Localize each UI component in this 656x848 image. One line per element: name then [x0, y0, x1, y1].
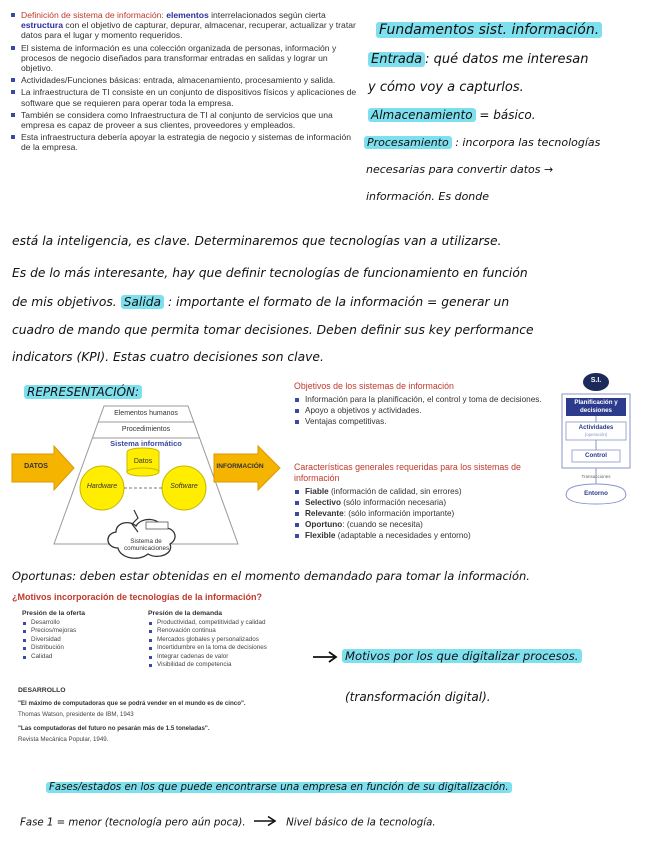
bottom-arrow-icon [253, 815, 279, 830]
layer-sistema-informatico: Sistema informático [110, 439, 182, 448]
desarrollo-title: DESARROLLO [18, 687, 66, 694]
notes-right-line6: información. Es donde [366, 190, 490, 203]
motivos-note-line1: Motivos por los que digitalizar procesos. [342, 649, 582, 663]
demanda-column [148, 610, 318, 669]
si-actividades-sub: (operación) [584, 432, 608, 437]
notes-right-line1: Entrada : qué datos me interesan [368, 52, 588, 67]
notes-middle-line2: Es de lo más interesante, hay que definir tecnologías de funcionamiento en función [12, 266, 528, 280]
definition-elementos: elementos [166, 10, 209, 20]
si-badge-label: S.I. [590, 377, 602, 384]
oportunas-note: Oportunas: deben estar obtenidas en el momento demandado para tomar la información. [12, 569, 530, 583]
definition-lead: Definición de sistema de información: [21, 10, 167, 20]
notes-right-title: Fundamentos sist. información. [376, 22, 602, 38]
datos-cylinder-label: Datos [133, 458, 153, 465]
diagram-heading: REPRESENTACIÓN: [24, 385, 142, 399]
demanda-list [148, 619, 318, 669]
oferta-item: Precios/mejoras [22, 627, 132, 635]
bullet-services: También se considera como Infraestructura de TI al conjunto de servicios que una empresa es capaz de proveer a sus clientes, proveedores y empleados. [10, 110, 360, 130]
characteristics-block [294, 462, 544, 541]
notes-right-line5: necesarias para convertir datos → [366, 163, 554, 176]
demanda-item: Visibilidad de competencia [148, 661, 318, 669]
motivos-arrow-icon [312, 650, 340, 669]
bullet-strategy: Esta infraestructura debería apoyar la estrategia de negocio y sistemas de información de la empresa. [10, 132, 360, 152]
oferta-item: Diversidad [22, 636, 132, 644]
definition-tail: con el objetivo de capturar, depurar, almacenar, recuperar, actualizar y tratar datos para el lugar y momento requeridos. [21, 20, 356, 41]
notes-middle-line1: está la inteligencia, es clave. Determinaremos que tecnologías van a utilizarse. [12, 234, 502, 248]
bottom-note-line2: Fase 1 = menor (tecnología pero aún poca). Nivel básico de la tecnología. [20, 815, 436, 830]
notes-right-line3: Almacenamiento = básico. [368, 108, 536, 122]
si-entorno: Entorno [584, 490, 608, 497]
objectives-block [294, 381, 544, 427]
si-control: Control [585, 452, 607, 459]
layer-procedimientos: Procedimientos [121, 426, 171, 433]
notes-middle-line5: indicators (KPI). Estas cuatro decisiones son clave. [12, 350, 324, 364]
informacion-arrow-label: INFORMACIÓN [216, 463, 264, 470]
motivos-title: ¿Motivos incorporación de tecnologías de la información? [12, 592, 263, 602]
demanda-item: Renovación continua [148, 627, 318, 635]
desarrollo-block [18, 687, 328, 743]
layer-humanos: Elementos humanos [114, 410, 178, 417]
si-representation-diagram [10, 398, 282, 566]
oferta-column [22, 610, 132, 661]
si-mini-diagram [554, 372, 638, 512]
characteristic-item: Fiable (información de calidad, sin errores) [294, 486, 544, 497]
quote-watson-author: Thomas Watson, presidente de IBM, 1943 [18, 711, 134, 718]
notes-right-line4: Procesamiento : incorpora las tecnologías [364, 136, 600, 149]
software-label: Software [170, 483, 198, 490]
motivos-block [12, 592, 322, 669]
characteristic-item: Oportuno: (cuando se necesita) [294, 519, 544, 530]
si-actividades: Actividades [578, 424, 614, 431]
demanda-item: Integrar cadenas de valor [148, 653, 318, 661]
characteristic-item: Selectivo (sólo información necesaria) [294, 497, 544, 508]
oferta-item: Calidad [22, 653, 132, 661]
objectives-list [294, 394, 544, 427]
quote-mecanica-author: Revista Mecánica Popular, 1949. [18, 736, 109, 743]
datos-arrow-label: DATOS [24, 463, 48, 470]
objective-item: Información para la planificación, el control y toma de decisiones. [294, 394, 544, 405]
characteristics-title: Características generales requeridas para los sistemas de información [294, 462, 521, 483]
demanda-title: Presión de la demanda [148, 610, 223, 617]
notes-right-line2: y cómo voy a capturlos. [368, 80, 524, 95]
oferta-item: Desarrollo [22, 619, 132, 627]
motivos-note-line2: (transformación digital). [345, 690, 491, 704]
quote-mecanica: "Las computadoras del futuro no pesarán más de 1.5 toneladas". [18, 725, 210, 732]
quote-watson: "El máximo de computadoras que se podrá vender en el mundo es de cinco". [18, 700, 246, 707]
bullet-functions: Actividades/Funciones básicas: entrada, almacenamiento, procesamiento y salida. [10, 75, 360, 85]
bottom-note-line1: Fases/estados en los que puede encontrarse una empresa en función de su digitalización. [46, 782, 512, 793]
bullet-definition [10, 10, 360, 41]
demanda-item: Mercados globales y personalizados [148, 636, 318, 644]
oferta-list [22, 619, 132, 661]
objectives-title: Objetivos de los sistemas de información [294, 381, 454, 391]
definition-estructura: estructura [21, 20, 64, 31]
characteristics-list [294, 486, 544, 541]
hardware-label: Hardware [86, 483, 118, 490]
objective-item: Ventajas competitivas. [294, 416, 544, 427]
si-transacciones: Transacciones [581, 474, 611, 479]
oferta-title: Presión de la oferta [22, 610, 86, 617]
bullet-infrastructure: La infraestructura de TI consiste en un conjunto de dispositivos físicos y aplicaciones de software que se requieren para operar toda la empresa. [10, 87, 360, 107]
bullet-collection: El sistema de información es una colección organizada de personas, información y procesos de negocio diseñados para transformar entradas en salidas y lograr un objetivo. [10, 43, 360, 74]
oferta-item: Distribución [22, 644, 132, 652]
characteristic-item: Relevante: (sólo información importante) [294, 508, 544, 519]
characteristic-item: Flexible (adaptable a necesidades y entorno) [294, 530, 544, 541]
demanda-item: Incertidumbre en la toma de decisiones [148, 644, 318, 652]
top-bullet-list [10, 10, 360, 155]
notes-middle-line3: de mis objetivos. Salida : importante el formato de la información = generar un [12, 295, 510, 309]
definition-mid: interrelacionados según cierta [208, 10, 326, 20]
objective-item: Apoyo a objetivos y actividades. [294, 405, 544, 416]
demanda-item: Productividad, competitividad y calidad [148, 619, 318, 627]
si-planificacion: Planificación y decisiones [574, 399, 618, 414]
cloud-label: Sistema de comunicaciones [124, 538, 170, 552]
notes-middle-line4: cuadro de mando que permita tomar decisiones. Deben definir sus key performance [12, 323, 534, 337]
